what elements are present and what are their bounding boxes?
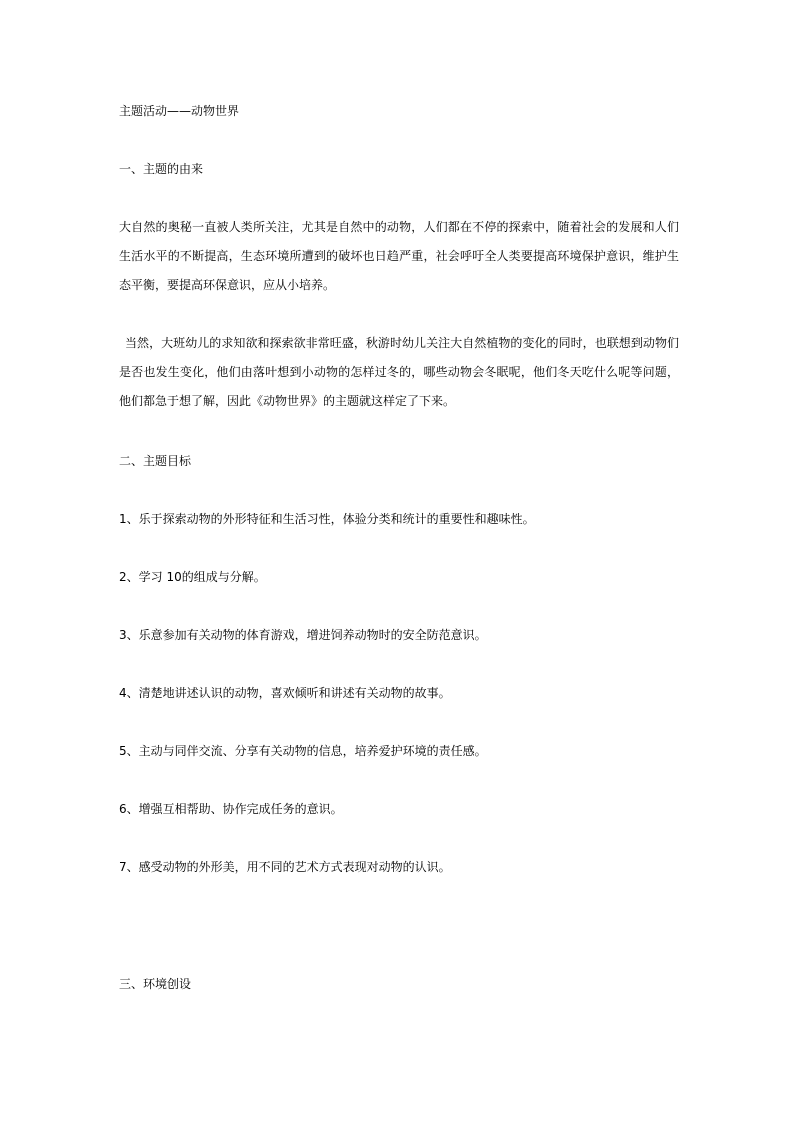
section-heading-goals: 二、主题目标 <box>119 454 192 468</box>
goal-item-1: 1、乐于探索动物的外形特征和生活习性，体验分类和统计的重要性和趣味性。 <box>119 512 535 526</box>
goal-item-4: 4、清楚地讲述认识的动物，喜欢倾听和讲述有关动物的故事。 <box>119 686 451 700</box>
goal-item-6: 6、增强互相帮助、协作完成任务的意识。 <box>119 802 343 816</box>
goal-item-5: 5、主动与同伴交流、分享有关动物的信息，培养爱护环境的责任感。 <box>119 744 487 758</box>
section-heading-origin: 一、主题的由来 <box>119 162 204 176</box>
goal-item-2: 2、学习 10的组成与分解。 <box>119 570 266 584</box>
paragraph-origin-1: 大自然的奥秘一直被人类所关注，尤其是自然中的动物，人们都在不停的探索中，随着社会的发展和人们生活水平的不断提高，生态环境所遭到的破坏也日趋严重，社会呼吁全人类要提高环境保护意识，维护生态平衡，要提高环保意识，应从小培养。 <box>119 220 679 292</box>
goal-item-7: 7、感受动物的外形美，用不同的艺术方式表现对动物的认识。 <box>119 860 451 874</box>
document-title: 主题活动——动物世界 <box>119 104 240 118</box>
paragraph-origin-2: 当然，大班幼儿的求知欲和探索欲非常旺盛，秋游时幼儿关注大自然植物的变化的同时，也联想到动物们是否也发生变化，他们由落叶想到小动物的怎样过冬的，哪些动物会冬眠呢，他们冬天吃什么呢等问题，他们都急于想了解，因此《动物世界》的主题就这样定了下来。 <box>119 336 679 408</box>
section-heading-environment: 三、环境创设 <box>119 977 192 991</box>
goal-item-3: 3、乐意参加有关动物的体育游戏，增进饲养动物时的安全防范意识。 <box>119 628 487 642</box>
